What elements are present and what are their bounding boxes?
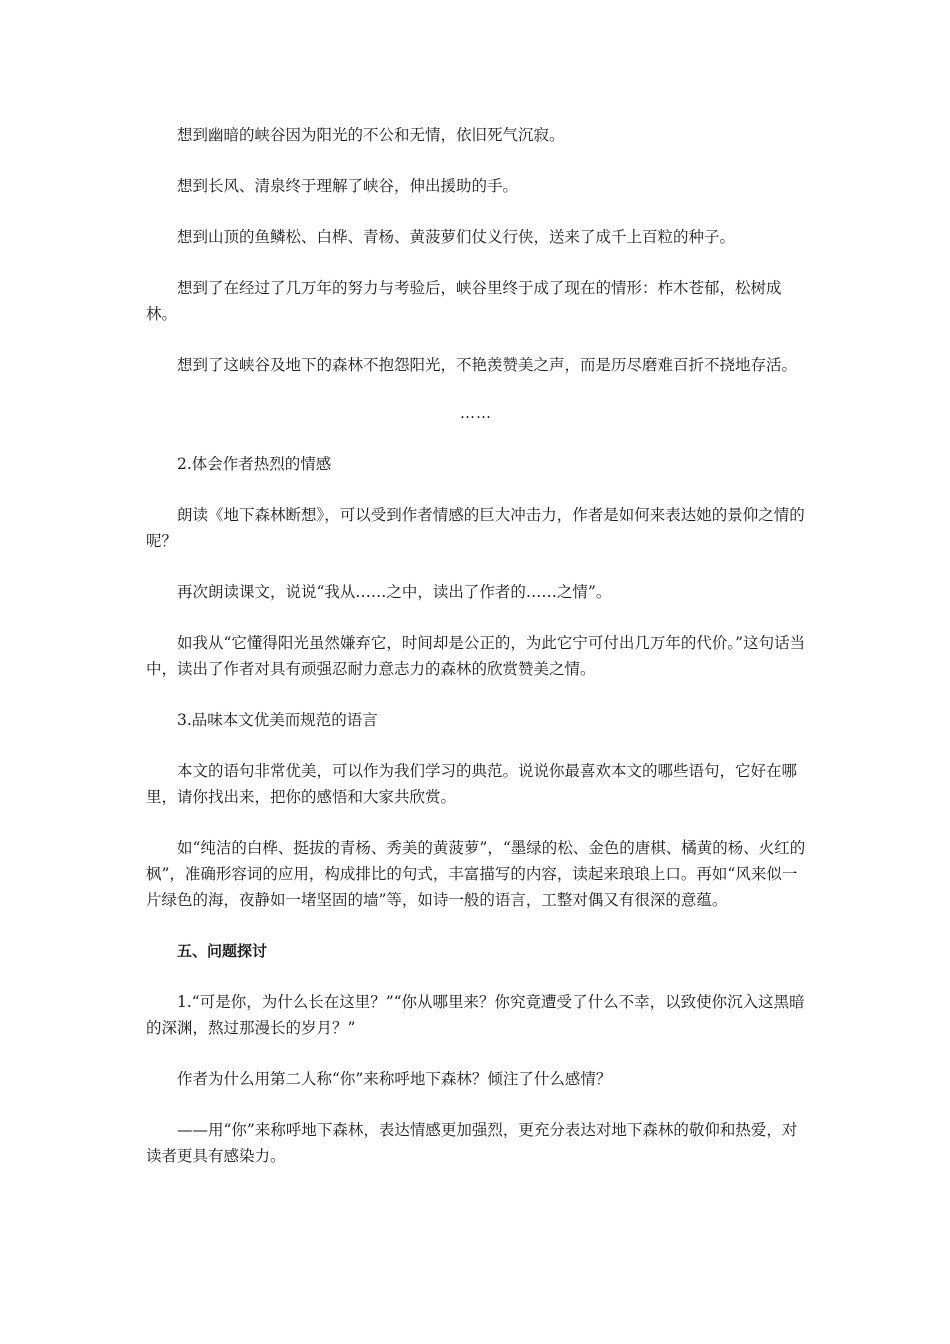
paragraph: 想到了在经过了几万年的努力与考验后，峡谷里终于成了现在的情形：柞木苍郁，松树成林。 bbox=[146, 279, 782, 323]
paragraph: 朗读《地下森林断想》，可以受到作者情感的巨大冲击力，作者是如何来表达她的景仰之情的呢？ bbox=[146, 506, 805, 550]
paragraph: 想到长风、清泉终于理解了峡谷，伸出援助的手。 bbox=[177, 177, 519, 195]
paragraph: 如“纯洁的白桦、挺拔的青杨、秀美的黄菠萝”，“墨绿的松、金色的唐棋、橘黄的杨、火红的枫”，准确形容词的应用，构成排比的句式，丰富描写的内容，读起来琅琅上口。再如“风来似一片绿色的海，夜静如一堵坚固的墙”等，如诗一般的语言，工整对偶又有很深的意蕴。 bbox=[146, 839, 806, 909]
document-page bbox=[146, 122, 806, 1169]
chapter-heading: 五、问题探讨 bbox=[177, 942, 268, 960]
paragraph: 想到了这峡谷及地下的森林不抱怨阳光，不艳羡赞美之声，而是历尽磨难百折不挠地存活。 bbox=[177, 356, 798, 374]
paragraph: 再次朗读课文，说说“我从……之中，读出了作者的……之情”。 bbox=[177, 583, 612, 601]
paragraph: 想到幽暗的峡谷因为阳光的不公和无情，依旧死气沉寂。 bbox=[177, 126, 565, 144]
paragraph: 作者为什么用第二人称“你”来称呼地下森林？倾注了什么感情？ bbox=[177, 1070, 612, 1088]
paragraph: 1.“可是你，为什么长在这里？”“你从哪里来？你究竟遭受了什么不幸，以致使你沉入这黑暗的深渊，熬过那漫长的岁月？” bbox=[146, 993, 805, 1037]
section-heading: 3.品味本文优美而规范的语言 bbox=[177, 711, 378, 729]
paragraph: ——用“你”来称呼地下森林，表达情感更加强烈，更充分表达对地下森林的敬仰和热爱，对读者更具有感染力。 bbox=[146, 1121, 798, 1165]
paragraph: 想到山顶的鱼鳞松、白桦、青杨、黄菠萝们仗义行侠，送来了成千上百粒的种子。 bbox=[177, 228, 736, 246]
paragraph: 如我从“它懂得阳光虽然嫌弃它，时间却是公正的，为此它宁可付出几万年的代价。”这句话当中，读出了作者对具有顽强忍耐力意志力的森林的欣赏赞美之情。 bbox=[146, 634, 806, 678]
ellipsis-divider: …… bbox=[460, 404, 492, 422]
paragraph: 本文的语句非常优美，可以作为我们学习的典范。说说你最喜欢本文的哪些语句，它好在哪里，请你找出来，把你的感悟和大家共欣赏。 bbox=[146, 762, 798, 806]
section-heading: 2.体会作者热烈的情感 bbox=[177, 455, 332, 473]
